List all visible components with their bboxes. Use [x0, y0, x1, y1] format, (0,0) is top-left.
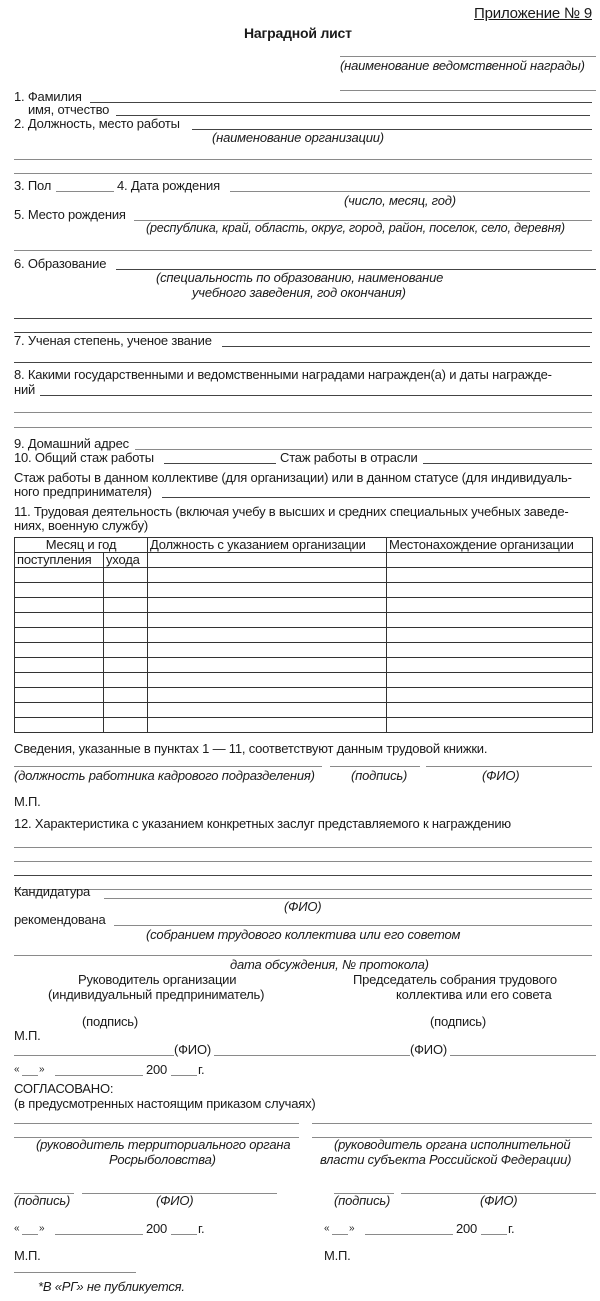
work-history-label-1: 11. Трудовая деятельность (включая учебу в высших и средних специальных учебных заведе- [14, 504, 569, 519]
end-date-input[interactable] [106, 585, 145, 597]
start-date-cell[interactable] [15, 658, 104, 673]
position-input[interactable] [150, 585, 384, 597]
organization-caption: (наименование организации) [212, 130, 384, 145]
right-date-year: 200 [456, 1221, 478, 1236]
hr-position-caption: (должность работника кадрового подразделения) [14, 768, 315, 783]
education-caption-2: учебного заведения, год окончания) [192, 285, 406, 300]
chair-title-1: Председатель собрания трудового [353, 972, 557, 987]
start-date-cell[interactable] [15, 703, 104, 718]
degree-label: 7. Ученая степень, ученое звание [14, 333, 212, 348]
right-date-quote-open: « [324, 1223, 330, 1234]
end-date-input[interactable] [106, 615, 145, 627]
location-cell[interactable] [387, 688, 593, 703]
location-cell[interactable] [387, 568, 593, 583]
signatures-stamp: М.П. [14, 1028, 41, 1043]
location-input[interactable] [389, 690, 590, 702]
home-address-label: 9. Домашний адрес [14, 436, 129, 451]
location-cell[interactable] [387, 583, 593, 598]
location-input[interactable] [389, 570, 590, 582]
degree-field[interactable] [222, 333, 590, 347]
start-date-cell[interactable] [15, 598, 104, 613]
location-cell[interactable] [387, 643, 593, 658]
right-approver-caption-1: (руководитель органа исполнительной [334, 1137, 571, 1152]
location-cell[interactable] [387, 718, 593, 733]
total-experience-field[interactable] [164, 450, 276, 464]
position-cell[interactable] [148, 718, 387, 733]
right-name-caption: (ФИО) [480, 1193, 518, 1208]
characteristic-field-3[interactable] [14, 862, 592, 876]
start-date-cell[interactable] [15, 568, 104, 583]
end-date-input[interactable] [106, 645, 145, 657]
hr-signature-caption: (подпись) [351, 768, 408, 783]
discussion-date-caption: дата обсуждения, № протокола) [230, 957, 429, 972]
date-quote-close: » [39, 1064, 45, 1075]
location-cell[interactable] [387, 598, 593, 613]
collective-experience-label-1: Стаж работы в данном коллективе (для организации) или в данном статусе (для индивидуаль- [14, 470, 572, 485]
name-patronymic-field[interactable] [116, 102, 590, 116]
position-cell[interactable] [148, 613, 387, 628]
start-date-input[interactable] [17, 630, 101, 642]
left-stamp: М.П. [14, 1248, 41, 1263]
end-date-cell[interactable] [104, 598, 148, 613]
award-name-field[interactable] [340, 43, 596, 57]
end-date-cell[interactable] [104, 718, 148, 733]
end-date-input[interactable] [106, 690, 145, 702]
end-date-cell[interactable] [104, 583, 148, 598]
position-input[interactable] [150, 645, 384, 657]
start-date-input[interactable] [17, 615, 101, 627]
position-cell[interactable] [148, 673, 387, 688]
end-date-input[interactable] [106, 705, 145, 717]
right-month-field[interactable] [365, 1221, 453, 1235]
hr-name-caption: (ФИО) [482, 768, 520, 783]
head-title-1: Руководитель организации [78, 972, 237, 987]
recommended-caption: (собранием трудового коллектива или его советом [146, 927, 461, 942]
signature-day-field[interactable] [22, 1062, 38, 1076]
location-cell[interactable] [387, 628, 593, 643]
signature-year-field[interactable] [171, 1062, 197, 1076]
signature-month-field[interactable] [55, 1062, 143, 1076]
work-history-label-2: ниях, военную службу) [14, 518, 149, 533]
industry-experience-label: Стаж работы в отрасли [280, 450, 418, 465]
location-input[interactable] [389, 645, 590, 657]
organization-field-3[interactable] [14, 160, 592, 174]
location-cell[interactable] [387, 658, 593, 673]
position-cell[interactable] [148, 628, 387, 643]
education-caption-1: (специальность по образованию, наименование [156, 270, 444, 285]
position-cell[interactable] [148, 598, 387, 613]
end-date-cell[interactable] [104, 688, 148, 703]
left-signature-field[interactable] [14, 1180, 74, 1194]
position-cell[interactable] [148, 703, 387, 718]
subheader-empty [387, 553, 593, 568]
start-date-cell[interactable] [15, 628, 104, 643]
education-label: 6. Образование [14, 256, 107, 271]
left-date-suffix: г. [198, 1221, 205, 1236]
right-approver-caption-2: власти субъекта Российской Федерации) [320, 1152, 572, 1167]
end-date-cell[interactable] [104, 703, 148, 718]
surname-field[interactable] [90, 89, 592, 103]
table-row [15, 598, 593, 613]
left-date-quote-close: » [39, 1223, 45, 1234]
start-date-input[interactable] [17, 585, 101, 597]
header-month-year: Месяц и год [15, 538, 148, 553]
education-field-3[interactable] [14, 319, 592, 333]
awards-label-2: ний [14, 382, 36, 397]
location-input[interactable] [389, 675, 590, 687]
right-approver-field[interactable] [312, 1110, 592, 1124]
end-date-cell[interactable] [104, 658, 148, 673]
hr-position-field[interactable] [14, 753, 322, 767]
table-subheader-row [15, 553, 593, 568]
approval-title: СОГЛАСОВАНО: [14, 1081, 114, 1096]
start-date-input[interactable] [17, 600, 101, 612]
start-date-input[interactable] [17, 705, 101, 717]
birthplace-caption: (республика, край, область, округ, город, район, поселок, село, деревня) [146, 221, 565, 235]
hr-stamp: М.П. [14, 794, 41, 809]
chair-title-2: коллектива или его совета [396, 987, 552, 1002]
location-cell[interactable] [387, 613, 593, 628]
sex-field[interactable] [56, 178, 114, 192]
right-stamp: М.П. [324, 1248, 351, 1263]
awards-field-2[interactable] [14, 399, 592, 413]
start-date-input[interactable] [17, 660, 101, 672]
end-date-cell[interactable] [104, 628, 148, 643]
start-date-cell[interactable] [15, 643, 104, 658]
hr-signature-field[interactable] [330, 753, 420, 767]
head-signature-caption: (подпись) [82, 1014, 139, 1029]
location-cell[interactable] [387, 673, 593, 688]
position-input[interactable] [150, 630, 384, 642]
location-input[interactable] [389, 585, 590, 597]
start-date-cell[interactable] [15, 673, 104, 688]
right-name-field[interactable] [401, 1180, 596, 1194]
characteristic-field-1[interactable] [14, 834, 592, 848]
position-cell[interactable] [148, 568, 387, 583]
end-date-input[interactable] [106, 570, 145, 582]
chair-name-caption: (ФИО) [410, 1042, 447, 1057]
table-row [15, 568, 593, 583]
left-date-quote-open: « [14, 1223, 20, 1234]
name-patronymic-label: имя, отчество [28, 102, 110, 117]
birth-date-field[interactable] [230, 178, 590, 192]
birthplace-field-2[interactable] [14, 237, 592, 251]
awards-field[interactable] [40, 382, 592, 396]
footnote-divider [14, 1272, 136, 1273]
left-approver-caption-2: Росрыболовства) [109, 1152, 216, 1167]
position-input[interactable] [150, 720, 384, 732]
left-approver-caption-1: (руководитель территориального органа [36, 1137, 291, 1152]
collective-experience-field[interactable] [162, 484, 590, 498]
table-row [15, 673, 593, 688]
table-row [15, 688, 593, 703]
appendix-number: Приложение № 9 [474, 5, 592, 22]
end-date-cell[interactable] [104, 673, 148, 688]
start-date-cell[interactable] [15, 583, 104, 598]
approval-subtitle: (в предусмотренных настоящим приказом случаях) [14, 1096, 316, 1111]
table-row [15, 613, 593, 628]
birthplace-field[interactable] [134, 207, 592, 221]
head-name-field[interactable] [14, 1042, 174, 1056]
work-history-table [14, 537, 593, 733]
chair-name-field[interactable] [214, 1042, 410, 1056]
start-date-input[interactable] [17, 690, 101, 702]
right-day-field[interactable] [332, 1221, 348, 1235]
industry-experience-field[interactable] [423, 450, 592, 464]
education-field[interactable] [116, 256, 596, 270]
total-experience-label: 10. Общий стаж работы [14, 450, 154, 465]
start-date-input[interactable] [17, 570, 101, 582]
candidacy-name-caption: (ФИО) [284, 899, 322, 914]
table-row [15, 583, 593, 598]
chair-signature-caption: (подпись) [430, 1014, 487, 1029]
left-day-field[interactable] [22, 1221, 38, 1235]
date-year-suffix: г. [198, 1062, 205, 1077]
head-name-caption: (ФИО) [174, 1042, 211, 1057]
date-year-prefix: 200 [146, 1062, 168, 1077]
location-input[interactable] [389, 660, 590, 672]
position-cell[interactable] [148, 643, 387, 658]
right-signature-field[interactable] [334, 1180, 394, 1194]
left-name-field[interactable] [82, 1180, 277, 1194]
header-start: поступления [15, 553, 104, 568]
award-name-caption: (наименование ведомственной награды) [340, 58, 585, 73]
right-date-suffix: г. [508, 1221, 515, 1236]
position-input[interactable] [150, 675, 384, 687]
start-date-input[interactable] [17, 720, 101, 732]
right-signature-caption: (подпись) [334, 1193, 391, 1208]
position-cell[interactable] [148, 658, 387, 673]
start-date-input[interactable] [17, 645, 101, 657]
recommended-label: рекомендована [14, 912, 106, 927]
location-input[interactable] [389, 630, 590, 642]
left-name-caption: (ФИО) [156, 1193, 194, 1208]
position-input[interactable] [150, 600, 384, 612]
header-end: ухода [104, 553, 148, 568]
position-input[interactable] [150, 705, 384, 717]
start-date-input[interactable] [17, 675, 101, 687]
table-row [15, 643, 593, 658]
table-row [15, 703, 593, 718]
left-approver-field[interactable] [14, 1110, 299, 1124]
hr-name-field[interactable] [426, 753, 592, 767]
date-quote-open: « [14, 1064, 20, 1075]
candidacy-label: Кандидатура [14, 884, 91, 899]
right-approver-field-2[interactable] [312, 1124, 592, 1138]
position-cell[interactable] [148, 583, 387, 598]
end-date-cell[interactable] [104, 613, 148, 628]
location-input[interactable] [389, 615, 590, 627]
footnote: *В «РГ» не публикуется. [38, 1279, 185, 1294]
position-input[interactable] [150, 570, 384, 582]
characteristic-field-2[interactable] [14, 848, 592, 862]
position-workplace-label: 2. Должность, место работы [14, 116, 180, 131]
degree-field-2[interactable] [14, 349, 592, 363]
position-cell[interactable] [148, 688, 387, 703]
position-workplace-field[interactable] [192, 116, 592, 130]
position-input[interactable] [150, 660, 384, 672]
education-field-2[interactable] [14, 305, 592, 319]
end-date-cell[interactable] [104, 643, 148, 658]
surname-label: 1. Фамилия [14, 89, 82, 104]
end-date-cell[interactable] [104, 568, 148, 583]
recommended-field[interactable] [114, 912, 592, 926]
header-position: Должность с указанием организации [148, 538, 387, 553]
location-input[interactable] [389, 720, 590, 732]
subheader-empty [148, 553, 387, 568]
page-title: Наградной лист [244, 25, 352, 41]
birth-date-label: 4. Дата рождения [117, 178, 220, 193]
table-header-row [15, 538, 593, 553]
head-title-2: (индивидуальный предприниматель) [48, 987, 265, 1002]
location-cell[interactable] [387, 703, 593, 718]
location-input[interactable] [389, 705, 590, 717]
collective-experience-label-2: ного предпринимателя) [14, 484, 152, 499]
start-date-cell[interactable] [15, 613, 104, 628]
end-date-input[interactable] [106, 675, 145, 687]
discussion-date-field[interactable] [14, 942, 592, 956]
left-approver-field-2[interactable] [14, 1124, 299, 1138]
left-signature-caption: (подпись) [14, 1193, 71, 1208]
left-date-year: 200 [146, 1221, 168, 1236]
left-year-field[interactable] [171, 1221, 197, 1235]
table-row [15, 658, 593, 673]
chair-name-field-2[interactable] [450, 1042, 596, 1056]
header-location: Местонахождение организации [387, 538, 593, 553]
home-address-field[interactable] [135, 436, 592, 450]
right-year-field[interactable] [481, 1221, 507, 1235]
table-row [15, 628, 593, 643]
right-date-quote-close: » [349, 1223, 355, 1234]
organization-field-2[interactable] [14, 146, 592, 160]
end-date-input[interactable] [106, 660, 145, 672]
left-month-field[interactable] [55, 1221, 143, 1235]
awards-field-3[interactable] [14, 414, 592, 428]
position-input[interactable] [150, 690, 384, 702]
end-date-input[interactable] [106, 600, 145, 612]
work-rows [15, 568, 593, 733]
table-row [15, 718, 593, 733]
birthplace-label: 5. Место рождения [14, 207, 126, 222]
start-date-cell[interactable] [15, 688, 104, 703]
end-date-input[interactable] [106, 630, 145, 642]
awards-label-1: 8. Какими государственными и ведомственными наградами награжден(а) и даты награжде- [14, 367, 552, 382]
candidacy-field[interactable] [104, 885, 592, 899]
end-date-input[interactable] [106, 720, 145, 732]
position-input[interactable] [150, 615, 384, 627]
verification-statement: Сведения, указанные в пунктах 1 — 11, соответствуют данным трудовой книжки. [14, 741, 488, 756]
characteristic-label: 12. Характеристика с указанием конкретных заслуг представляемого к награждению [14, 816, 511, 831]
sex-label: 3. Пол [14, 178, 52, 193]
start-date-cell[interactable] [15, 718, 104, 733]
birth-date-caption: (число, месяц, год) [344, 193, 456, 208]
location-input[interactable] [389, 600, 590, 612]
